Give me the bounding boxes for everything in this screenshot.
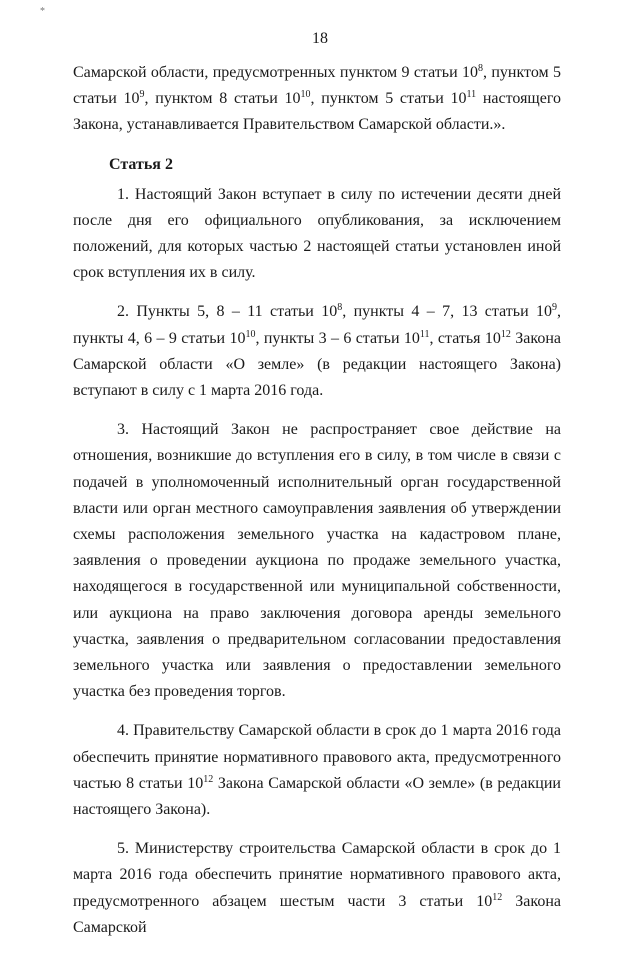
paragraph-5: 5. Министерству строительства Самарской области в срок до 1 марта 2016 года обеспечить принятие нормативного правового акта, предусмотренного абзацем шестым части 3 статьи $10^{12}$ Закона Самарской — [73, 840, 562, 936]
paragraph-3: 3. Настоящий Закон не распространяет свое действие на отношения, возникшие до вступления его в силу, в том числе в связи с подачей в уполномоченный исполнительный орган государственной власти или орган местного самоуправления заявления об утверждении схемы расположения земельного участка на кадастровом плане, заявления о проведении аукциона по продаже земельного участка, находящегося в государственной или муниципальной собственности, или аукциона на право заключения договора аренды земельного участка, заявления о предварительном согласовании предоставления земельного участка или заявления о предоставлении земельного участка без проведения торгов. — [73, 421, 561, 701]
paragraph-4: 4. Правительству Самарской области в срок до 1 марта 2016 года обеспечить принятие нормативного правового акта, предусмотренного частью 8 статьи $10^{12}$ Закона Самарской области «О земле» (в редакции настоящего Закона). — [73, 722, 561, 819]
paragraph-1: 1. Настоящий Закон вступает в силу по истечении десяти дней после дня его официального опубликования, за исключением положений, для которых частью 2 настоящей статьи установлен иной срок вступления их в силу. — [73, 185, 561, 282]
article-heading: Статья 2 — [109, 155, 173, 173]
page-content — [73, 60, 561, 954]
intro-paragraph: Самарской области, предусмотренных пунктом 9 статьи $10^8$, пунктом 5 статьи $10^9$, пунктом 8 статьи $10^{10}$, пунктом 5 статьи $10^{11}$ настоящего Закона, устанавливается Правительством Самарской области.». — [73, 63, 562, 134]
page-number: 18 — [312, 30, 328, 47]
corner-mark: * — [40, 6, 45, 17]
paragraph-2: 2. Пункты 5, 8 – 11 статьи $10^8$, пункты 4 – 7, 13 статьи $10^9$, пункты 4, 6 – 9 статьи $10^{10}$, пункты 3 – 6 статьи $10^{11}$, статья $10^{12}$ Закона Самарской области «О земле» (в редакции настоящего Закона) вступают в силу с 1 марта 2016 года. — [73, 302, 562, 400]
